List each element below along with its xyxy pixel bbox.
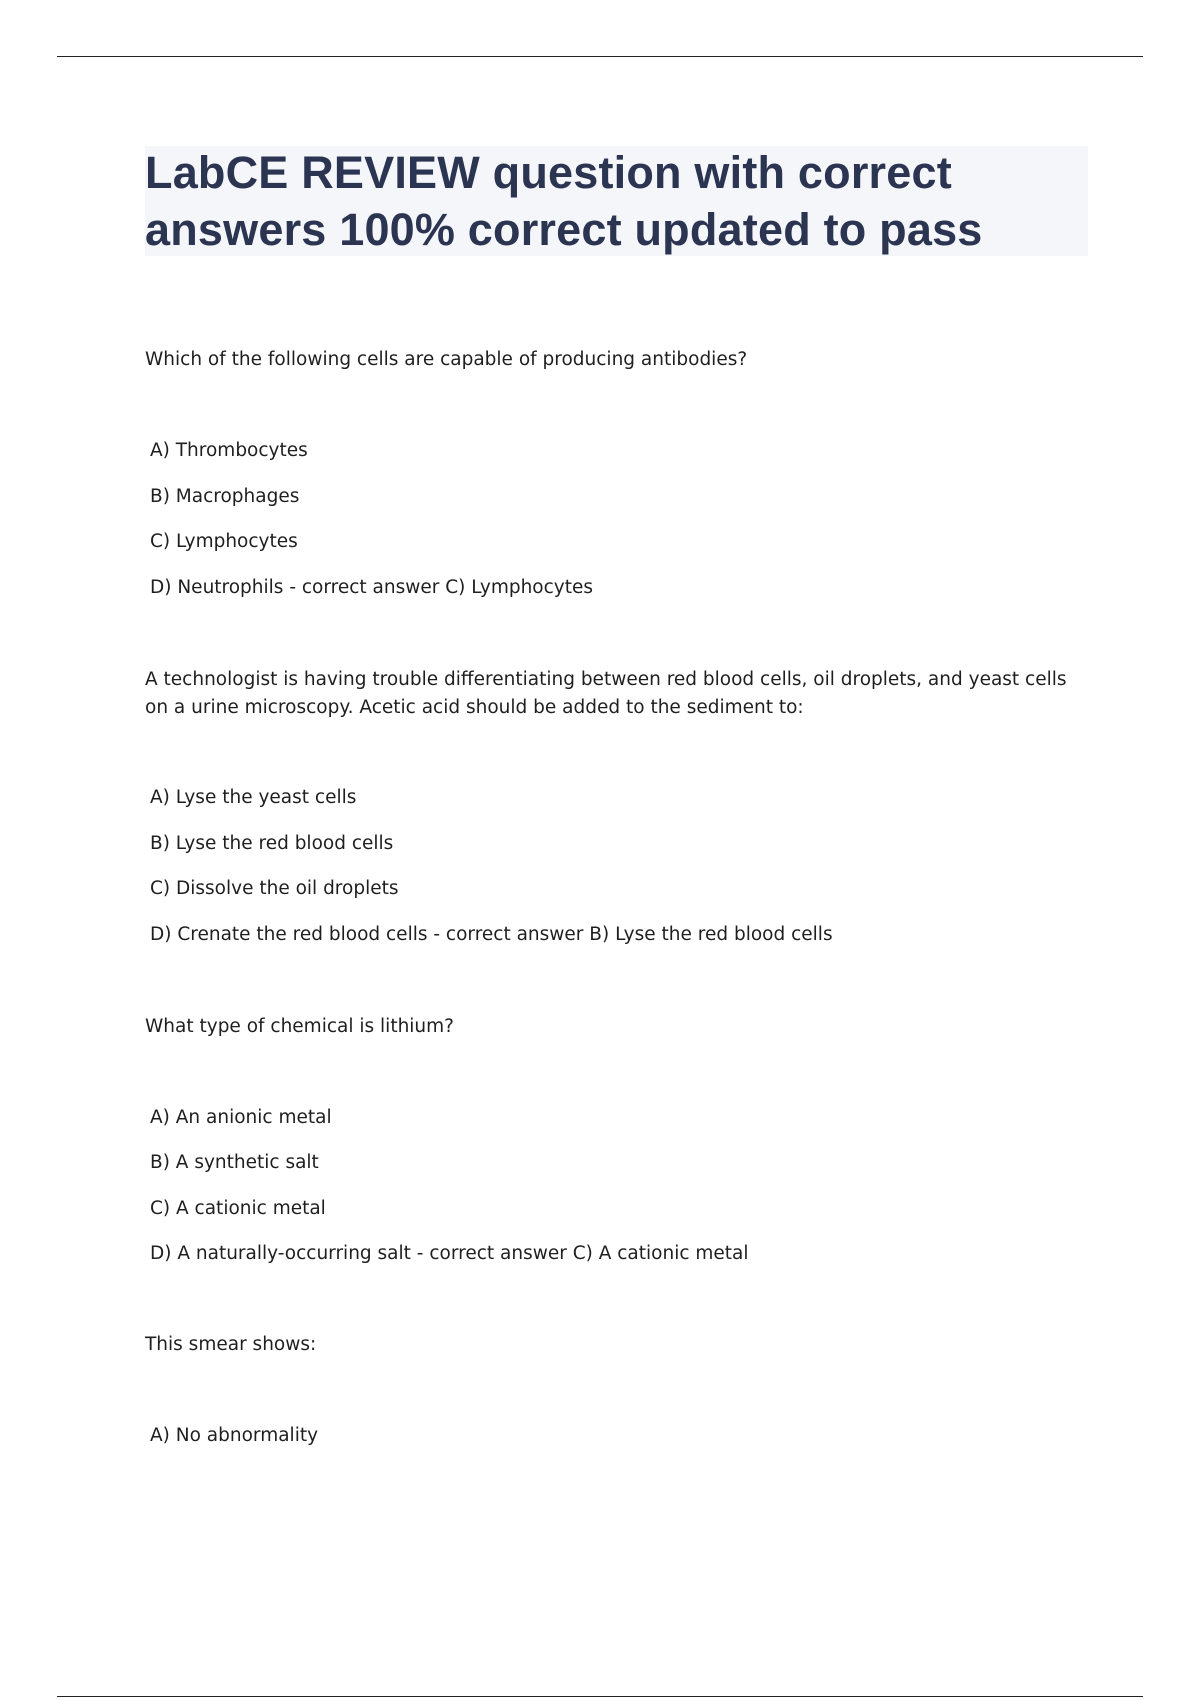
- question-1-option-b: B) Macrophages: [150, 486, 300, 507]
- question-3-text: What type of chemical is lithium?: [145, 1016, 454, 1037]
- footer-rule: [57, 1696, 1143, 1697]
- question-2-text: A technologist is having trouble differentiating between red blood cells, oil droplets, and yeast cells on a urine microscopy. Acetic acid should be added to the sediment to:: [145, 669, 1067, 718]
- question-2-option-d-answer: D) Crenate the red blood cells - correct answer B) Lyse the red blood cells: [150, 924, 833, 945]
- question-3-option-c: C) A cationic metal: [150, 1198, 326, 1219]
- question-1-option-c: C) Lymphocytes: [150, 531, 298, 552]
- question-2-option-c: C) Dissolve the oil droplets: [150, 878, 399, 899]
- question-1-text: Which of the following cells are capable of producing antibodies?: [145, 349, 748, 370]
- question-2-option-b: B) Lyse the red blood cells: [150, 833, 394, 854]
- document-title: LabCE REVIEW question with correct answers 100% correct updated to pass: [145, 147, 983, 255]
- question-1-option-d-answer: D) Neutrophils - correct answer C) Lymphocytes: [150, 577, 594, 598]
- question-4-text: This smear shows:: [145, 1334, 317, 1355]
- question-2-option-a: A) Lyse the yeast cells: [150, 787, 357, 808]
- header-rule: [57, 56, 1143, 57]
- question-4-option-a: A) No abnormality: [150, 1425, 319, 1446]
- question-3-option-d-answer: D) A naturally-occurring salt - correct answer C) A cationic metal: [150, 1243, 749, 1264]
- question-1-option-a: A) Thrombocytes: [150, 440, 308, 461]
- question-3-option-a: A) An anionic metal: [150, 1107, 332, 1128]
- question-3-option-b: B) A synthetic salt: [150, 1152, 319, 1173]
